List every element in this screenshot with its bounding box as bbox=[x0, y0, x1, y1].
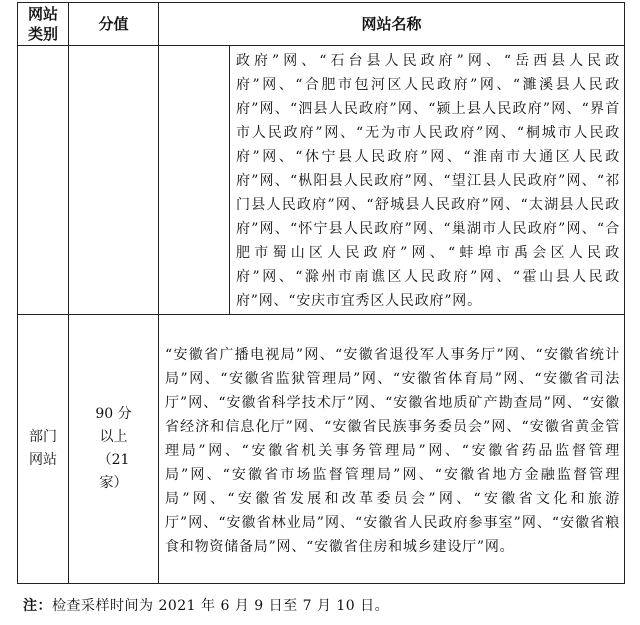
category-cell-empty bbox=[18, 46, 69, 315]
score-90-plus: 90 分 以上 （21 家） bbox=[69, 315, 159, 584]
table-row-department bbox=[18, 315, 625, 584]
category-department-sites: 部门 网站 bbox=[18, 315, 69, 584]
continued-sites-text: 政府”网、“石台县人民政府”网、“岳西县人民政府”网、“合肥市包河区人民政府”网、“濉溪县人民政府”网、“泗县人民政府”网、“颍上县人民政府”网、“界首市人民政府”网、“无为市人民政府”网、“桐城市人民政府”网、“休宁县人民政府”网、“淮南市大通区人民政府”网、“枞阳县人民政府”网、“望江县人民政府”网、“祁门县人民政府”网、“舒城县人民政府”网、“太湖县人民政府”网、“怀宁县人民政府”网、“巢湖市人民政府”网、“合肥市蜀山区人民政府”网、“蚌埠市禹会区人民政府”网、“滁州市南谯区人民政府”网、“霍山县人民政府”网、“安庆市宜秀区人民政府”网。 bbox=[230, 46, 625, 315]
score-cell-empty bbox=[69, 46, 159, 315]
blank-cell bbox=[159, 46, 230, 315]
footnote-text: 检查采样时间为 2021 年 6 月 9 日至 7 月 10 日。 bbox=[52, 598, 390, 614]
header-category: 网站 类别 bbox=[18, 3, 69, 46]
department-sites-text: “安徽省广播电视局”网、“安徽省退役军人事务厅”网、“安徽省统计局”网、“安徽省监狱管理局”网、“安徽省体育局”网、“安徽省司法厅”网、“安徽省科学技术厅”网、“安徽省地质矿产勘查局”网、“安徽省经济和信息化厅”网、“安徽省民族事务委员会”网、“安徽省黄金管理局”网、“安徽省机关事务管理局”网、“安徽省药品监督管理局”网、“安徽省市场监督管理局”网、“安徽省地方金融监督管理局”网、“安徽省发展和改革委员会”网、“安徽省文化和旅游厅”网、“安徽省林业局”网、“安徽省人民政府参事室”网、“安徽省粮食和物资储备局”网、“安徽省住房和城乡建设厅”网。 bbox=[159, 315, 625, 584]
table-row-continued bbox=[18, 46, 625, 315]
header-score: 分值 bbox=[69, 3, 159, 46]
footnote-label: 注： bbox=[23, 598, 52, 614]
footnote bbox=[23, 596, 389, 616]
table-header-row bbox=[18, 3, 625, 46]
header-site-name: 网站名称 bbox=[159, 3, 625, 46]
site-ranking-table bbox=[17, 2, 625, 584]
